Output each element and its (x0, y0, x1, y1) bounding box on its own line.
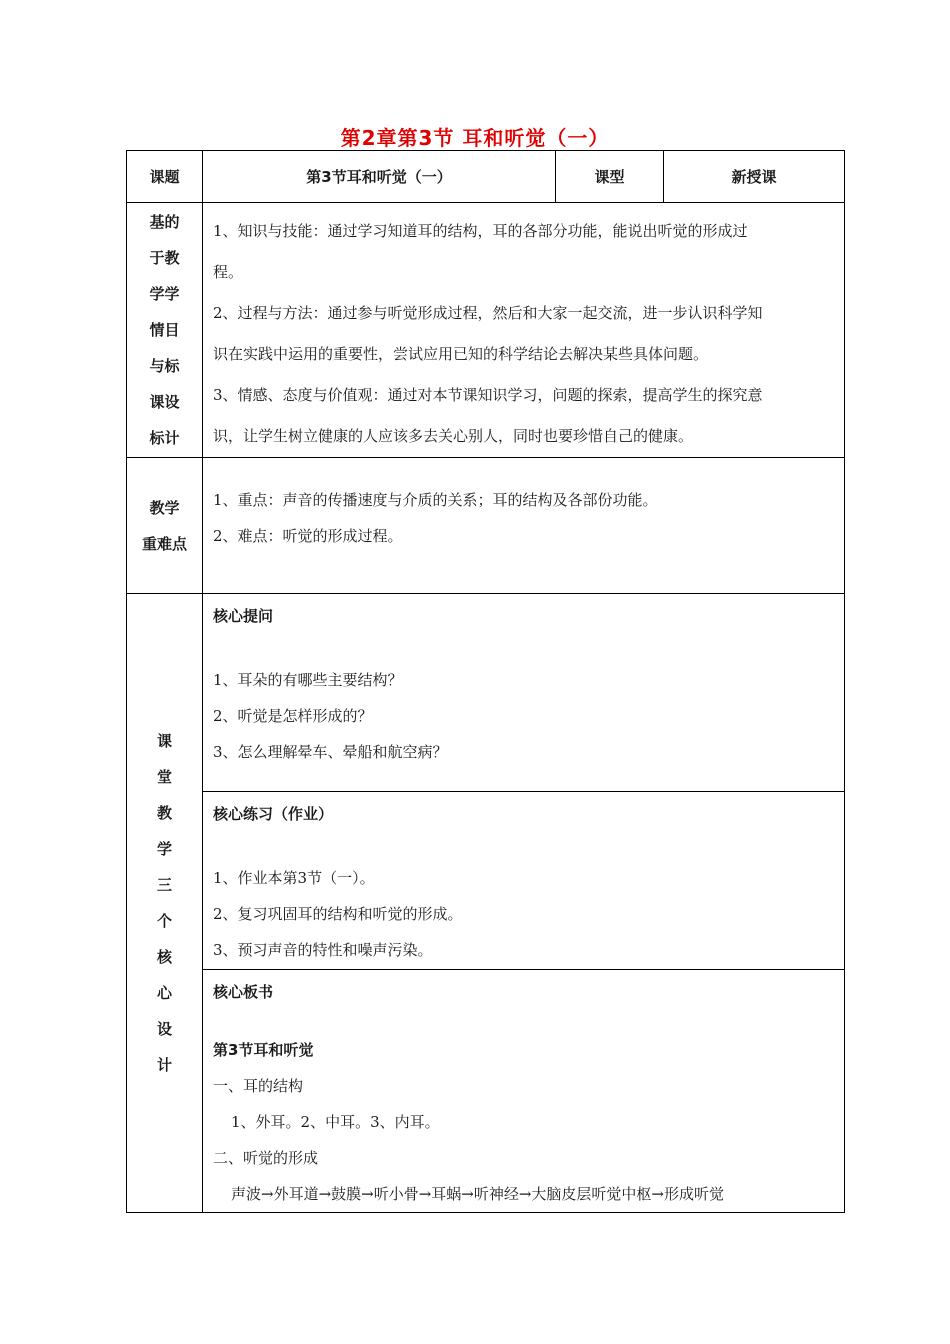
board-line: 1、外耳。2、中耳。3、内耳。 (231, 1113, 440, 1131)
goals-row (127, 203, 845, 458)
core-label-char: 个 (156, 912, 172, 930)
board-line: 一、耳的结构 (213, 1077, 304, 1095)
goal-line: 1、知识与技能：通过学习知道耳的结构，耳的各部分功能，能说出听觉的形成过 (213, 222, 748, 240)
core-design-label (127, 594, 203, 1213)
goal-line: 3、情感、态度与价值观：通过对本节课知识学习，问题的探索，提高学生的探究意 (213, 386, 763, 404)
core-label-char: 学 (156, 840, 172, 858)
key-point-line: 1、重点：声音的传播速度与介质的关系；耳的结构及各部份功能。 (213, 491, 658, 509)
practice-item: 3、预习声音的特性和噪声污染。 (213, 941, 433, 959)
key-points-label (127, 458, 203, 594)
key-points-row (127, 458, 845, 594)
core-label-char: 心 (156, 984, 172, 1002)
goal-line: 识在实践中运用的重要性，尝试应用已知的科学结论去解决某些具体问题。 (213, 345, 709, 363)
goals-label-line: 基的 (149, 213, 180, 231)
type-label: 课型 (556, 151, 664, 203)
core-label-char: 课 (156, 732, 172, 750)
question-item: 2、听觉是怎样形成的？ (213, 707, 373, 725)
goal-line: 2、过程与方法：通过参与听觉形成过程，然后和大家一起交流，进一步认识科学知 (213, 304, 763, 322)
core-label-char: 三 (156, 876, 172, 894)
document-title: 第2章第3节 耳和听觉（一） (340, 126, 610, 150)
goals-label-line: 情目 (149, 321, 180, 339)
practice-item: 2、复习巩固耳的结构和听觉的形成。 (213, 905, 463, 923)
core-practice-row (127, 792, 845, 970)
core-practice-title: 核心练习（作业） (213, 805, 334, 823)
board-line: 声波→外耳道→鼓膜→听小骨→耳蜗→听神经→大脑皮层听觉中枢→形成听觉 (231, 1185, 724, 1203)
key-point-line: 2、难点：听觉的形成过程。 (213, 527, 403, 545)
goals-label-line: 与标 (149, 357, 180, 375)
goals-label-line: 于教 (149, 249, 180, 267)
question-item: 1、耳朵的有哪些主要结构？ (213, 671, 403, 689)
type-value: 新授课 (664, 151, 845, 203)
key-points-label-line: 教学 (149, 498, 180, 517)
goals-label-line: 学学 (149, 285, 180, 303)
core-practice-cell (203, 792, 845, 970)
core-questions-title: 核心提问 (213, 607, 274, 625)
core-board-title: 核心板书 (213, 983, 274, 1001)
topic-value: 第3节耳和听觉（一） (203, 151, 556, 203)
core-board-row (127, 970, 845, 1213)
goals-label-line: 标计 (149, 429, 180, 447)
core-questions-cell (203, 594, 845, 792)
core-label-char: 计 (156, 1056, 172, 1074)
core-label-char: 堂 (156, 768, 172, 786)
goal-line: 程。 (213, 263, 244, 281)
topic-label: 课题 (127, 151, 203, 203)
core-board-cell (203, 970, 845, 1213)
goals-label (127, 203, 203, 458)
header-row (127, 151, 845, 203)
goal-line: 识，让学生树立健康的人应该多去关心别人，同时也要珍惜自己的健康。 (213, 427, 694, 445)
key-points-content (203, 458, 845, 594)
lesson-plan-table (126, 150, 845, 1213)
goals-label-line: 课设 (149, 393, 180, 411)
goals-content (203, 203, 845, 458)
core-label-char: 核 (156, 948, 172, 966)
board-heading: 第3节耳和听觉 (213, 1041, 314, 1059)
board-line: 二、听觉的形成 (213, 1149, 319, 1167)
key-points-label-line: 重难点 (141, 534, 187, 553)
core-label-char: 设 (156, 1020, 172, 1038)
question-item: 3、怎么理解晕车、晕船和航空病？ (213, 743, 448, 761)
practice-item: 1、作业本第3节（一）。 (213, 869, 375, 887)
core-questions-row (127, 594, 845, 792)
core-label-char: 教 (156, 804, 172, 822)
